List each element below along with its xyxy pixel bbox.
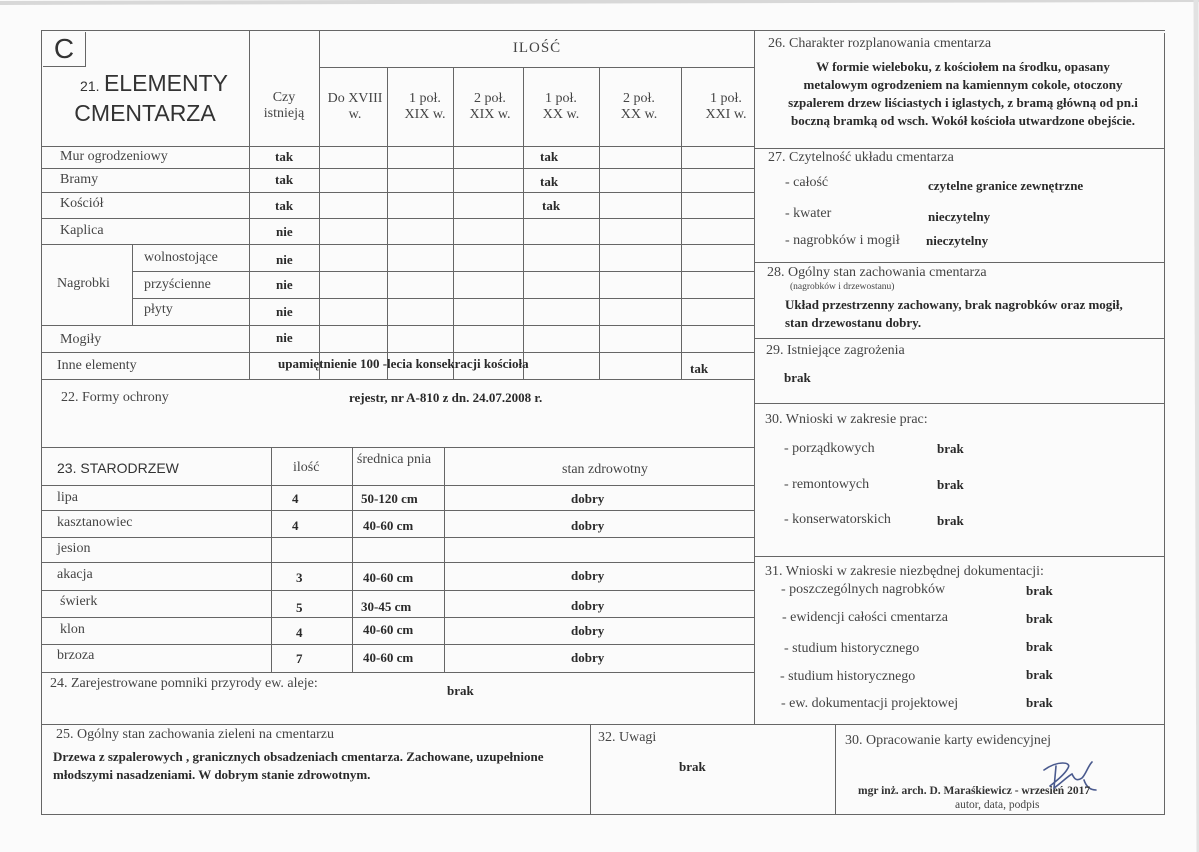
czytelnosc-item-label: - kwater [785, 206, 832, 221]
wnioski-dok-item-value: brak [1026, 583, 1053, 598]
czy-istnieja-header: Czy istnieją [263, 90, 305, 121]
wnioski-prac-label: 30. Wnioski w zakresie prac: [765, 412, 928, 427]
nagrobki-exists: nie [276, 304, 293, 319]
tree-diameter: 50-120 cm [361, 491, 418, 506]
element-period-value: tak [540, 174, 559, 189]
mogily-label: Mogiły [60, 332, 102, 347]
element-label: Kościół [60, 196, 104, 211]
tree-count: 5 [296, 600, 303, 615]
wnioski-prac-item-label: - konserwatorskich [784, 512, 891, 527]
wnioski-dok-item-value: brak [1026, 695, 1053, 710]
wnioski-dok-item-value: brak [1026, 667, 1053, 682]
wnioski-prac-item-value: brak [937, 441, 964, 456]
element-label: Mur ogrodzeniowy [60, 149, 168, 164]
element-label: Bramy [60, 172, 99, 187]
element-period-value: tak [540, 149, 559, 164]
element-exists: tak [275, 149, 294, 164]
opracowanie-caption: autor, data, podpis [955, 799, 1040, 811]
tree-species: brzoza [57, 648, 95, 663]
tree-count: 4 [296, 625, 303, 640]
period-header: 2 poł. XIX w. [469, 91, 511, 122]
uwagi-label: 32. Uwagi [598, 730, 657, 745]
zagrozenia-label: 29. Istniejące zagrożenia [766, 343, 905, 358]
formy-ochrony-value: rejestr, nr A-810 z dn. 24.07.2008 r. [349, 390, 543, 405]
wnioski-dok-item-label: - ew. dokumentacji projektowej [781, 696, 959, 711]
tree-health: dobry [571, 568, 605, 583]
nagrobki-type-label: płyty [144, 302, 173, 317]
elementy-title-line2: CMENTARZA [74, 100, 216, 126]
period-header: 2 poł. XX w. [620, 91, 658, 122]
nagrobki-exists: nie [276, 252, 293, 267]
zielen-text: Drzewa z szpalerowych , granicznych obsadzeniach cmentarza. Zachowane, uzupełnione młodszymi nasadzeniami. W dobrym stanie zdrowotnym. [53, 749, 544, 782]
starodrzew-stan-header: stan zdrowotny [562, 462, 648, 477]
tree-health: dobry [571, 650, 605, 665]
element-exists: nie [276, 224, 293, 239]
element-period-value: tak [542, 198, 561, 213]
wnioski-dok-item-label: - studium historycznego [784, 641, 920, 656]
tree-species: kasztanowiec [57, 515, 133, 530]
wnioski-dok-item-label: - studium historycznego [780, 669, 916, 684]
tree-count: 4 [292, 518, 299, 533]
inne-text: upamiętnienie 100 -lecia konsekracji kościoła [278, 356, 529, 371]
period-header: 1 poł. XX w. [542, 91, 580, 122]
tree-health: dobry [571, 518, 605, 533]
tree-diameter: 40-60 cm [363, 622, 414, 637]
wnioski-prac-item-value: brak [937, 513, 964, 528]
tree-health: dobry [571, 491, 605, 506]
czytelnosc-item-label: - nagrobków i mogił [785, 233, 900, 248]
formy-ochrony-label: 22. Formy ochrony [61, 390, 169, 405]
wnioski-prac-item-label: - remontowych [784, 477, 870, 492]
wnioski-dok-label: 31. Wnioski w zakresie niezbędnej dokumentacji: [765, 564, 1044, 579]
starodrzew-title: 23. STARODRZEW [57, 460, 179, 476]
tree-diameter: 40-60 cm [363, 570, 414, 585]
wnioski-prac-item-value: brak [937, 477, 964, 492]
nagrobki-type-label: przyścienne [144, 277, 211, 292]
element-label: Kaplica [60, 223, 104, 238]
period-header: Do XVIII w. [327, 91, 383, 122]
nagrobki-type-label: wolnostojące [144, 250, 218, 265]
period-header: 1 poł. XXI w. [705, 91, 747, 122]
inne-label: Inne elementy [57, 358, 137, 373]
zagrozenia-value: brak [784, 370, 811, 385]
tree-count: 4 [292, 491, 299, 506]
ilosc-header: ILOŚĆ [512, 40, 562, 56]
wnioski-dok-item-value: brak [1026, 611, 1053, 626]
wnioski-dok-item-label: - ewidencji całości cmentarza [782, 610, 948, 625]
zielen-label: 25. Ogólny stan zachowania zieleni na cmentarzu [56, 727, 334, 742]
charakter-label: 26. Charakter rozplanowania cmentarza [768, 36, 992, 51]
stan-ogolny-sublabel: (nagrobków i drzewostanu) [790, 282, 895, 292]
elementy-title-line1: ELEMENTY [103, 70, 228, 96]
inne-value: tak [690, 361, 709, 376]
tree-health: dobry [571, 598, 605, 613]
czytelnosc-item-value: czytelne granice zewnętrzne [928, 178, 1084, 193]
tree-species: jesion [57, 541, 91, 556]
stan-ogolny-label: 28. Ogólny stan zachowania cmentarza [767, 265, 987, 280]
charakter-text: W formie wieleboku, z kościołem na środku, opasany metalowym ogrodzeniem na kamiennym cokole, otoczony szpalerem drzew liściastych i iglastych, z bramą główną od pn.i boczną bramką od wsch. Wokół kościoła utwardzone obejście. [788, 59, 1138, 128]
section-letter-box [43, 32, 86, 67]
element-exists: tak [275, 198, 294, 213]
pomniki-label: 24. Zarejestrowane pomniki przyrody ew. aleje: [50, 676, 318, 691]
nagrobki-label: Nagrobki [57, 276, 110, 291]
opracowanie-author: mgr inż. arch. D. Maraśkiewicz - wrzesień 2017 [858, 785, 1091, 797]
tree-species: świerk [60, 594, 98, 609]
wnioski-prac-item-label: - porządkowych [784, 441, 875, 456]
opracowanie-label: 30. Opracowanie karty ewidencyjnej [845, 733, 1052, 748]
elementy-title [60, 70, 248, 130]
wnioski-dok-item-value: brak [1026, 639, 1053, 654]
tree-species: lipa [57, 490, 78, 505]
tree-diameter: 40-60 cm [363, 650, 414, 665]
tree-diameter: 40-60 cm [363, 518, 414, 533]
elementy-number: 21. [80, 78, 100, 94]
wnioski-dok-item-label: - poszczególnych nagrobków [781, 582, 946, 597]
period-header: 1 poł. XIX w. [404, 91, 446, 122]
nagrobki-exists: nie [276, 277, 293, 292]
tree-count: 3 [296, 570, 303, 585]
mogily-exists: nie [276, 330, 293, 345]
tree-count: 7 [296, 651, 303, 666]
uwagi-value: brak [679, 759, 706, 774]
pomniki-value: brak [447, 683, 474, 698]
tree-health: dobry [571, 623, 605, 638]
czytelnosc-item-label: - całość [785, 175, 829, 190]
section-letter: C [53, 33, 75, 64]
starodrzew-ilosc-header: ilość [293, 460, 320, 475]
czytelnosc-label: 27. Czytelność układu cmentarza [768, 150, 954, 165]
tree-diameter: 30-45 cm [361, 599, 412, 614]
tree-species: klon [60, 622, 85, 637]
czytelnosc-item-value: nieczytelny [928, 209, 991, 224]
starodrzew-srednica-header: średnica pnia [356, 452, 432, 467]
stan-ogolny-text: Układ przestrzenny zachowany, brak nagrobków oraz mogił, stan drzewostanu dobry. [785, 297, 1123, 330]
czytelnosc-item-value: nieczytelny [926, 233, 989, 248]
tree-species: akacja [57, 567, 93, 582]
element-exists: tak [275, 172, 294, 187]
